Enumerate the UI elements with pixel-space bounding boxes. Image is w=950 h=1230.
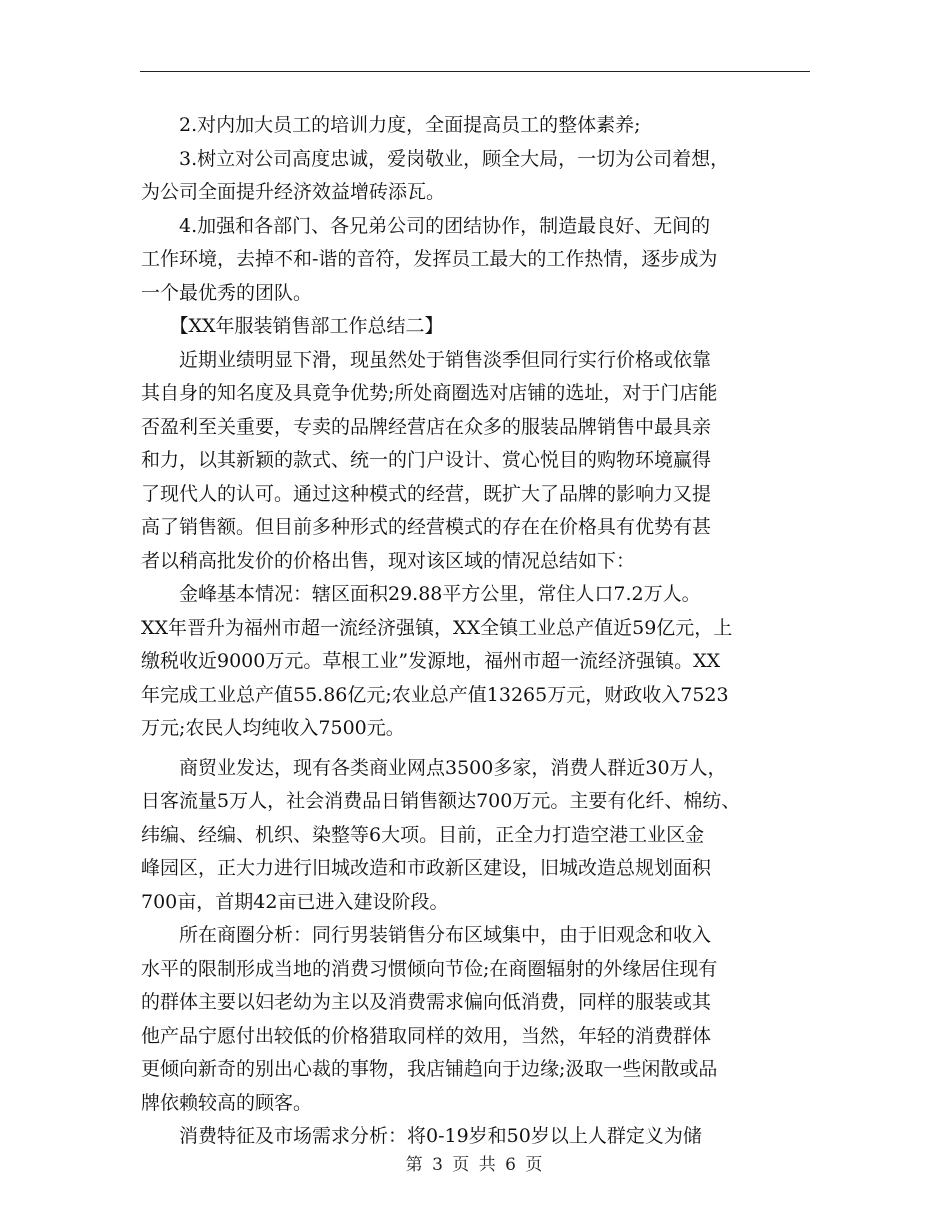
- text-line: 金峰基本情况：辖区面积29.88平方公里，常住人口7.2万人。: [141, 583, 701, 605]
- text-line: 缴税收近9000万元。草根工业”发源地，福州市超一流经济强镇。XX: [141, 650, 721, 672]
- text-line: 2.对内加大员工的培训力度，全面提高员工的整体素养;: [141, 114, 641, 136]
- text-line: 更倾向新奇的别出心裁的事物，我店铺趋向于边缘;汲取一些闲散或品: [141, 1058, 718, 1080]
- text-line: 一个最优秀的团队。: [141, 281, 313, 304]
- text-line: 高了销售额。但目前多种形式的经营模式的存在在价格具有优势有甚: [141, 516, 712, 538]
- text-line: 者以稍高批发价的价格出售，现对该区域的情况总结如下：: [141, 549, 636, 572]
- text-line: 近期业绩明显下滑，现虽然处于销售淡季但同行实行价格或依靠: [141, 348, 712, 371]
- text-line: 工作环境，去掉不和-谐的音符，发挥员工最大的工作热情，逐步成为: [141, 248, 718, 270]
- text-line: 和力，以其新颖的款式、统一的门户设计、赏心悦目的购物环境赢得: [141, 449, 712, 471]
- text-line: 700亩，首期42亩已进入建设阶段。: [141, 890, 449, 913]
- text-line: 年完成工业总产值55.86亿元;农业总产值13265万元，财政收入7523: [141, 683, 729, 706]
- text-line: 的群体主要以妇老幼为主以及消费需求偏向低消费，同样的服装或其: [141, 991, 712, 1013]
- text-line: 日客流量5万人，社会消费品日销售额达700万元。主要有化纤、棉纺、: [141, 790, 741, 812]
- section-heading: 【XX年服装销售部工作总结二】: [141, 315, 444, 337]
- header-rule: [140, 71, 810, 72]
- text-line: 其自身的知名度及具竟争优势;所处商圈选对店铺的选址，对于门店能: [141, 382, 718, 404]
- page-footer: 第 3 页 共 6 页: [405, 1155, 545, 1175]
- text-line: 他产品宁愿付出较低的价格猎取同样的效用，当然，年轻的消费群体: [141, 1024, 712, 1047]
- text-line: 水平的限制形成当地的消费习惯倾向节俭;在商圈辐射的外缘居住现有: [141, 957, 718, 980]
- text-line: 万元;农民人均纯收入7500元。: [141, 717, 405, 739]
- text-line: 商贸业发达，现有各类商业网点3500多家，消费人群近30万人，: [141, 756, 727, 779]
- text-line: 3.树立对公司高度忠诚，爱岗敬业，顾全大局，一切为公司着想，: [141, 147, 730, 170]
- text-line: 牌依赖较高的顾客。: [141, 1091, 313, 1114]
- text-line: 否盈利至关重要，专卖的品牌经营店在众多的服装品牌销售中最具亲: [141, 415, 712, 438]
- text-line: 了现代人的认可。通过这种模式的经营，既扩大了品牌的影响力又提: [141, 482, 712, 505]
- text-line: 4.加强和各部门、各兄弟公司的团结协作，制造最良好、无间的: [141, 214, 711, 237]
- text-line: 消费特征及市场需求分析：将0-19岁和50岁以上人群定义为储: [141, 1125, 702, 1147]
- text-line: 所在商圈分析：同行男装销售分布区域集中，由于旧观念和收入: [141, 924, 712, 946]
- text-line: 峰园区，正大力进行旧城改造和市政新区建设，旧城改造总规划面积: [141, 857, 712, 879]
- text-line: 纬编、经编、机织、染整等6大项。目前，正全力打造空港工业区金: [141, 823, 705, 846]
- text-line: XX年晋升为福州市超一流经济强镇，XX全镇工业总产值近59亿元，上: [141, 616, 733, 639]
- text-line: 为公司全面提升经济效益增砖添瓦。: [141, 181, 446, 203]
- body-text: [141, 109, 813, 1154]
